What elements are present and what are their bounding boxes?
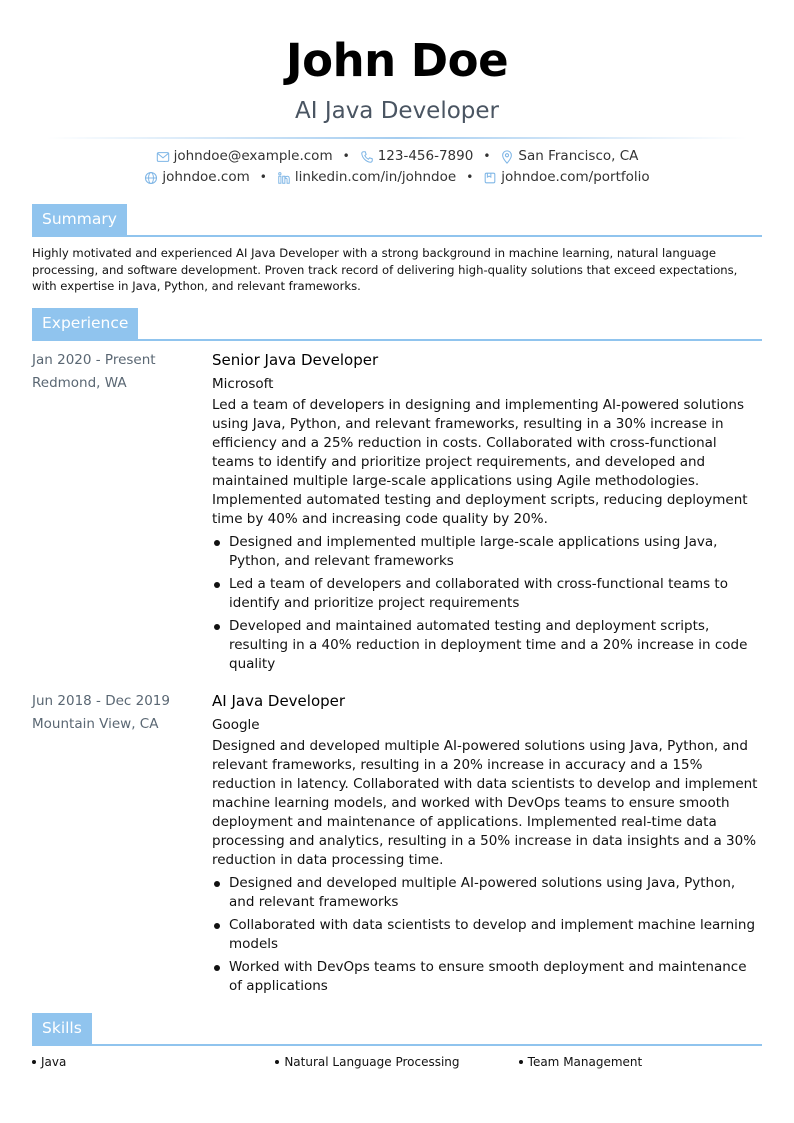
job-meta [32,690,212,1000]
job-bullet: Designed and implemented multiple large-scale applications using Java, Python, and relevant frameworks [212,533,762,571]
contact-row-1 [0,147,794,166]
linkedin-icon [277,171,291,185]
job-bullet: Developed and maintained automated testing and deployment scripts, resulting in a 40% reduction in deployment time and a 20% increase in code quality [212,617,762,674]
contact-portfolio[interactable] [483,168,649,187]
job-title: AI Java Developer [212,691,346,710]
contact-row-2 [0,168,794,187]
contact-location-text: San Francisco, CA [518,148,639,165]
contact-email-text: johndoe@example.com [173,148,333,165]
job-meta [32,349,212,678]
skill-label: Java [41,1054,67,1069]
summary-section-header [32,205,762,237]
contact-linkedin-text: linkedin.com/in/johndoe [294,169,457,186]
contact-separator: • [483,149,491,164]
contact-portfolio-text: johndoe.com/portfolio [501,169,650,186]
candidate-title: AI Java Developer [294,98,499,124]
job-bullet-list [212,533,762,674]
contact-separator: • [466,170,474,185]
summary-text: Highly motivated and experienced AI Java Developer with a strong background in machine learning, natural language processing, and software development. Proven track record of delivering high-quality solutions that exceed expectations, with expertise in Java, Python, and relevant frameworks. [32,246,738,294]
contact-phone[interactable] [360,147,474,166]
resume-header [0,0,794,187]
skill-item [275,1055,518,1069]
contact-location [500,147,638,166]
skills-heading: Skills [32,1013,92,1044]
globe-icon [144,171,158,185]
job-location: Mountain View, CA [32,715,159,732]
contact-linkedin[interactable] [277,168,456,187]
job-company: Google [212,716,260,733]
job-description: Designed and developed multiple AI-powered solutions using Java, Python, and relevant frameworks, resulting in a 20% increase in accuracy and a 15% reduction in latency. Collaborated with data scientists to develop and implement machine learning models, and worked with DevOps teams to ensure smooth deployment and maintenance of applications. Implemented real-time data processing and analytics, resulting in a 50% increase in data insights and a 30% reduction in data processing time. [212,737,758,868]
job-dates: Jan 2020 - Present [32,351,156,368]
skill-item [519,1055,762,1069]
job-location: Redmond, WA [32,374,127,391]
contact-separator: • [259,170,267,185]
skills-list [32,1055,762,1069]
contact-website-text: johndoe.com [162,169,250,186]
job-description: Led a team of developers in designing and implementing AI-powered solutions using Java, Python, and relevant frameworks, resulting in a 30% increase in efficiency and a 25% reduction in costs. Collaborated with cross-functional teams to identify and prioritize project requirements, and developed and maintained multiple large-scale applications using Agile methodologies. Implemented automated testing and deployment scripts, reducing deployment time by 40% and increasing code quality by 20%. [212,396,748,527]
job-details [212,349,762,678]
experience-section-header [32,309,762,341]
portfolio-icon [483,171,497,185]
location-pin-icon [500,150,514,164]
job-bullet-list [212,874,762,996]
phone-icon [360,150,374,164]
job-title: Senior Java Developer [212,350,379,369]
job-entry [32,690,762,1000]
bullet-dot [32,1060,36,1064]
summary-heading: Summary [32,204,127,235]
skill-label: Team Management [527,1054,643,1069]
header-divider [47,137,747,139]
experience-heading: Experience [32,308,138,339]
job-bullet: Designed and developed multiple AI-powered solutions using Java, Python, and relevant frameworks [212,874,762,912]
job-bullet: Led a team of developers and collaborated with cross-functional teams to identify and prioritize project requirements [212,575,762,613]
job-bullet: Worked with DevOps teams to ensure smooth deployment and maintenance of applications [212,958,762,996]
mail-icon [156,150,170,164]
skill-item [32,1055,275,1069]
job-details [212,690,762,1000]
skills-section-header [32,1014,762,1046]
job-bullet: Collaborated with data scientists to develop and implement machine learning models [212,916,762,954]
job-entry [32,349,762,678]
bullet-dot [275,1060,279,1064]
candidate-name: John Doe [285,34,509,87]
job-dates: Jun 2018 - Dec 2019 [32,692,170,709]
skill-label: Natural Language Processing [284,1054,460,1069]
contact-email[interactable] [156,147,333,166]
job-company: Microsoft [212,375,274,392]
bullet-dot [519,1060,523,1064]
contact-separator: • [342,149,350,164]
contact-website[interactable] [144,168,249,187]
contact-phone-text: 123-456-7890 [377,148,474,165]
